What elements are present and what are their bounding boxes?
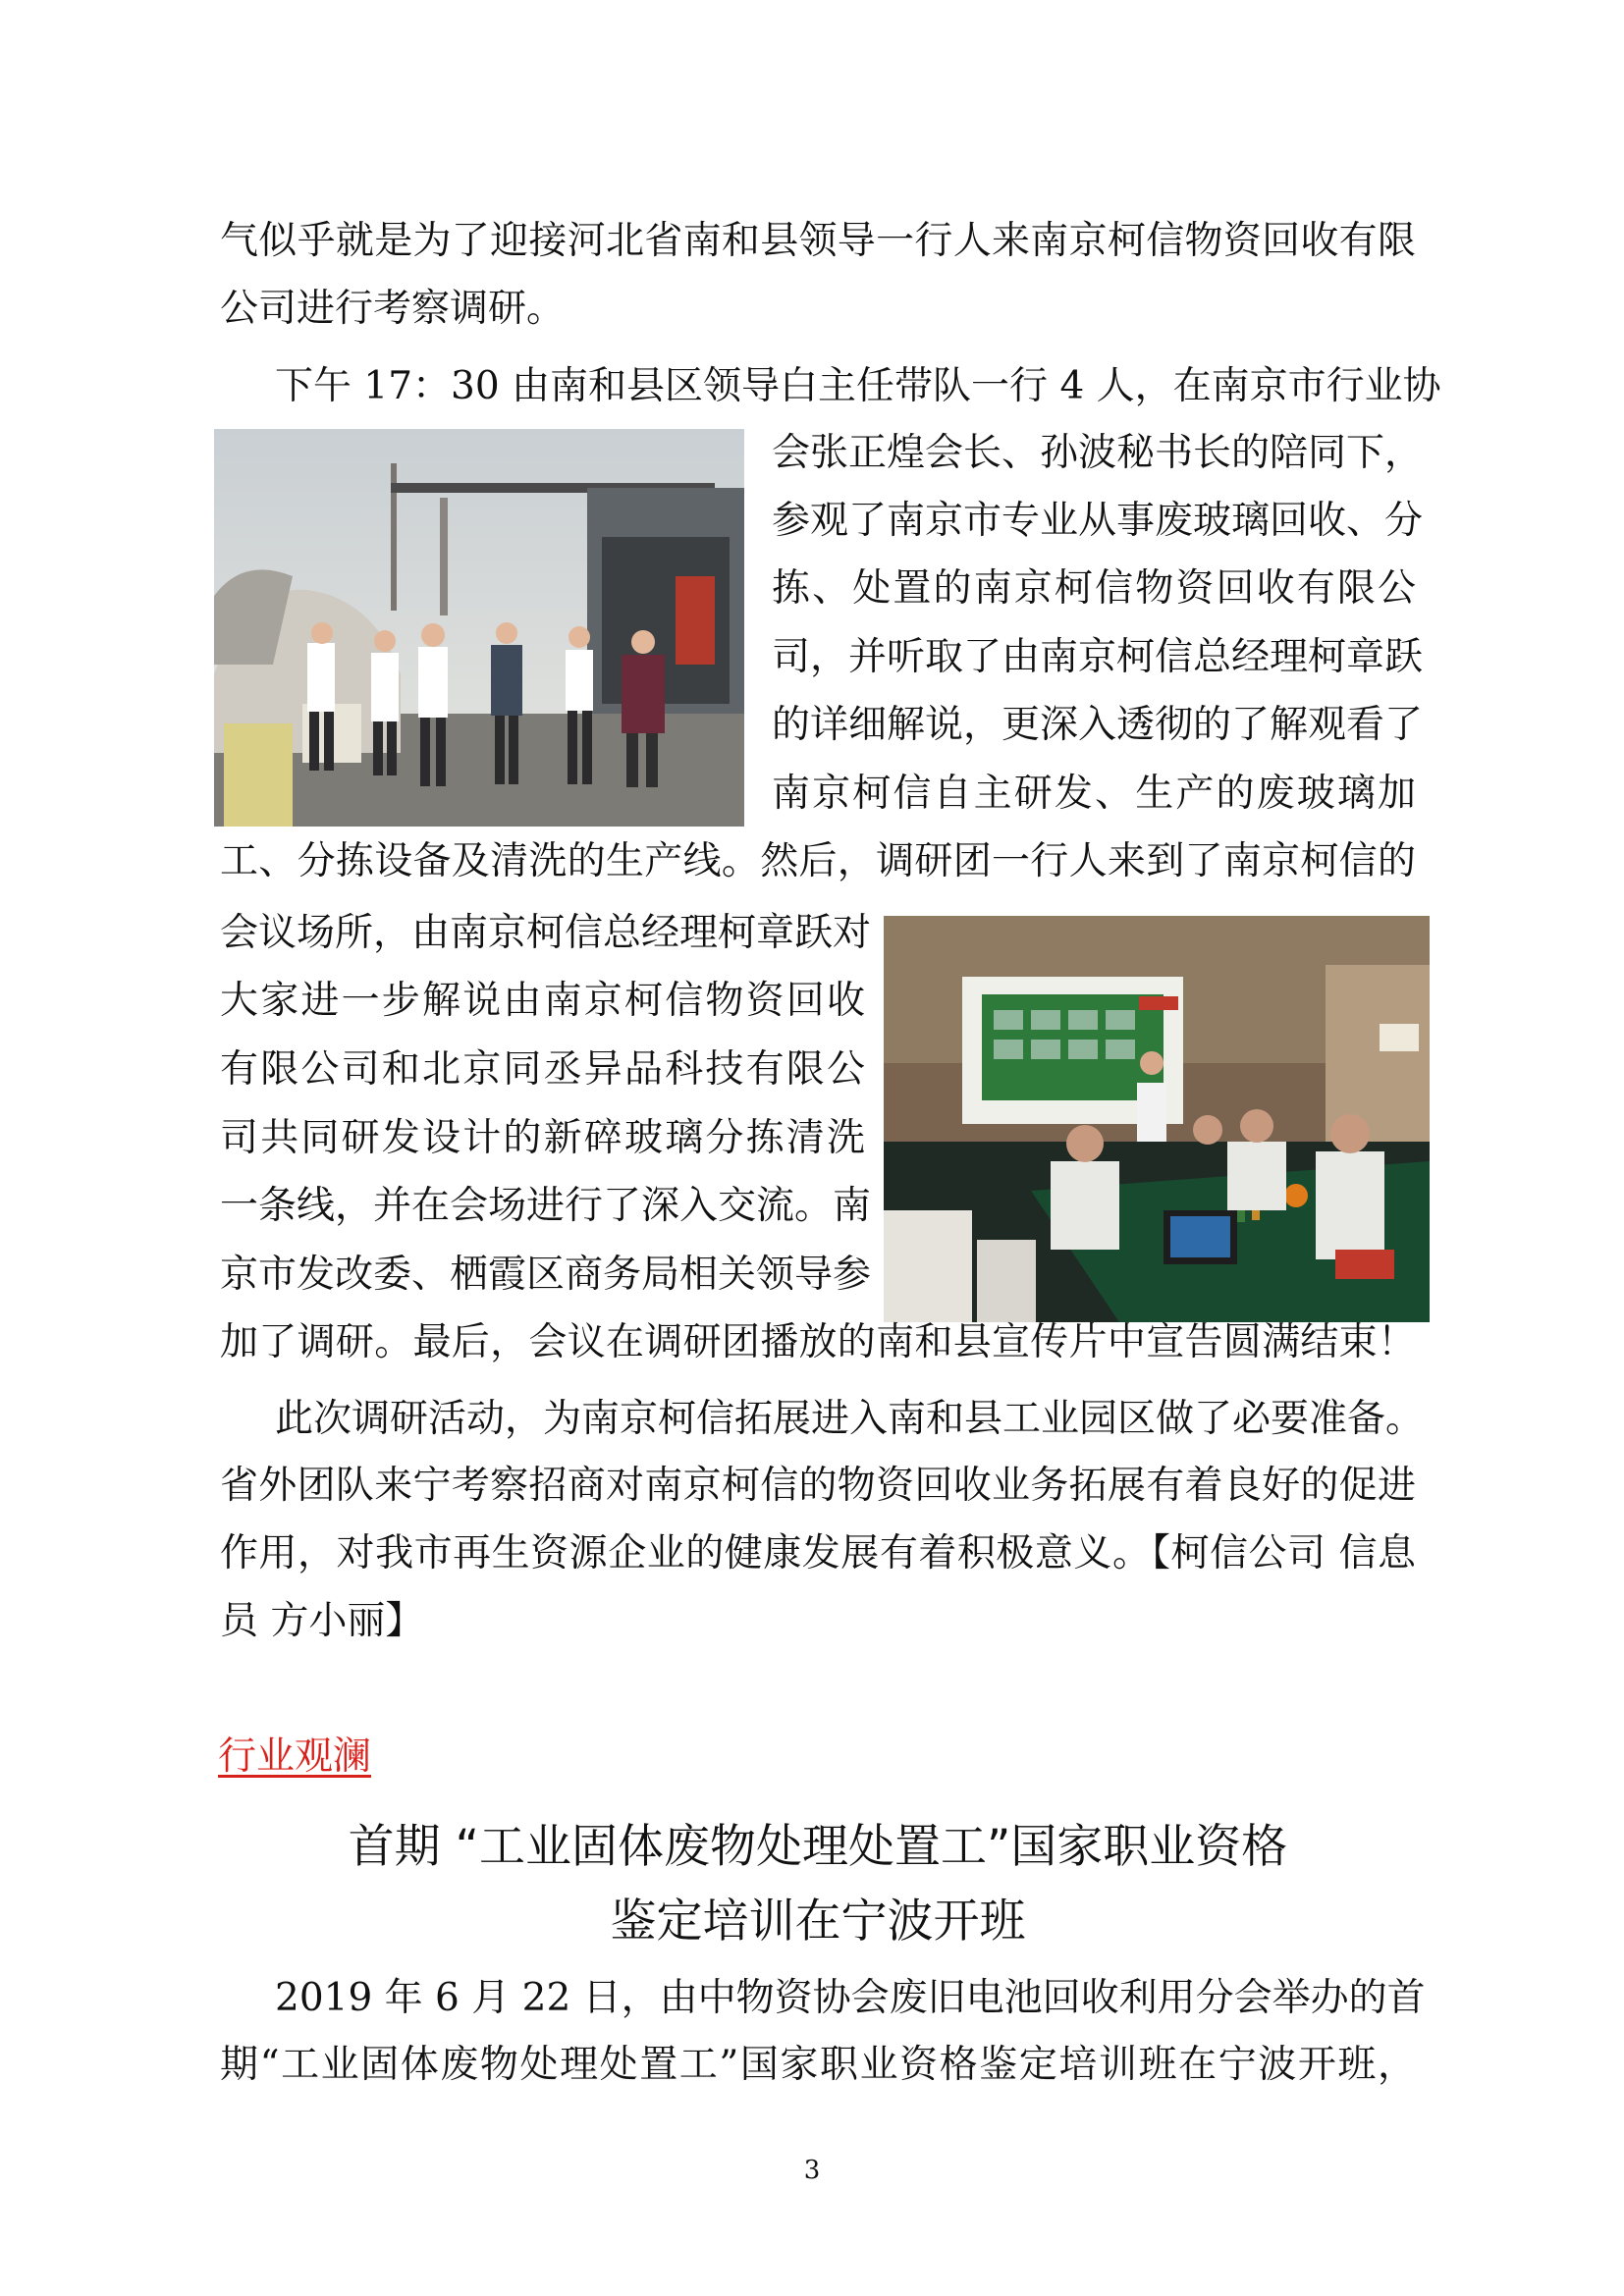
article1-line-13: 有限公司和北京同丞异品科技有限公 [220,1047,865,1092]
article1-line-6: 拣、处置的南京柯信物资回收有限公 [772,566,1416,611]
article1-line-1: 气似乎就是为了迎接河北省南和县领导一行人来南京柯信物资回收有限 [220,219,1416,263]
article1-line-11: 会议场所，由南京柯信总经理柯章跃对 [220,911,872,955]
article1-line-3: 下午 17：30 由南和县区领导白主任带队一行 4 人，在南京市行业协 [275,364,1441,408]
article1-line-12: 大家进一步解说由南京柯信物资回收 [220,979,865,1023]
article2-headline-line-2: 鉴定培训在宁波开班 [610,1895,1026,1949]
page-number: 3 [803,2156,821,2185]
factory-visit-photo-art [214,429,744,827]
article2-line-2: 期“工业固体废物处理处置工”国家职业资格鉴定培训班在宁波开班， [220,2043,1416,2087]
article1-line-8: 的详细解说，更深入透彻的了解观看了 [772,703,1424,747]
meeting-photo-art [884,916,1430,1322]
article1-line-4: 会张正煌会长、孙波秘书长的陪同下， [772,431,1424,475]
article1-line-5: 参观了南京市专业从事废玻璃回收、分 [772,499,1424,543]
article2-headline-line-1: 首期 “工业固体废物处理处置工”国家职业资格 [348,1820,1288,1874]
article1-line-14: 司共同研发设计的新碎玻璃分拣清洗 [220,1116,865,1160]
article1-line-7: 司，并听取了由南京柯信总经理柯章跃 [772,635,1424,679]
article1-line-20: 作用，对我市再生资源企业的健康发展有着积极意义。【柯信公司 信息 [220,1531,1416,1575]
article1-line-17: 加了调研。最后，会议在调研团播放的南和县宣传片中宣告圆满结束！ [220,1320,1416,1364]
section-tag: 行业观澜 [218,1735,372,1779]
article1-line-16: 京市发改委、栖霞区商务局相关领导参 [220,1253,872,1297]
article2-line-1: 2019 年 6 月 22 日，由中物资协会废旧电池回收利用分会举办的首 [275,1976,1426,2020]
article1-line-18: 此次调研活动，为南京柯信拓展进入南和县工业园区做了必要准备。 [275,1397,1425,1441]
article1-line-9: 南京柯信自主研发、生产的废玻璃加 [772,772,1416,816]
meeting-photo [884,916,1430,1322]
article1-line-15: 一条线，并在会场进行了深入交流。南 [220,1184,872,1228]
article1-line-19: 省外团队来宁考察招商对南京柯信的物资回收业务拓展有着良好的促进 [220,1464,1416,1508]
article1-line-21: 员 方小丽】 [220,1599,424,1643]
article1-line-10: 工、分拣设备及清洗的生产线。然后，调研团一行人来到了南京柯信的 [220,839,1416,883]
factory-visit-photo [214,429,744,827]
article1-line-2: 公司进行考察调研。 [220,287,566,331]
